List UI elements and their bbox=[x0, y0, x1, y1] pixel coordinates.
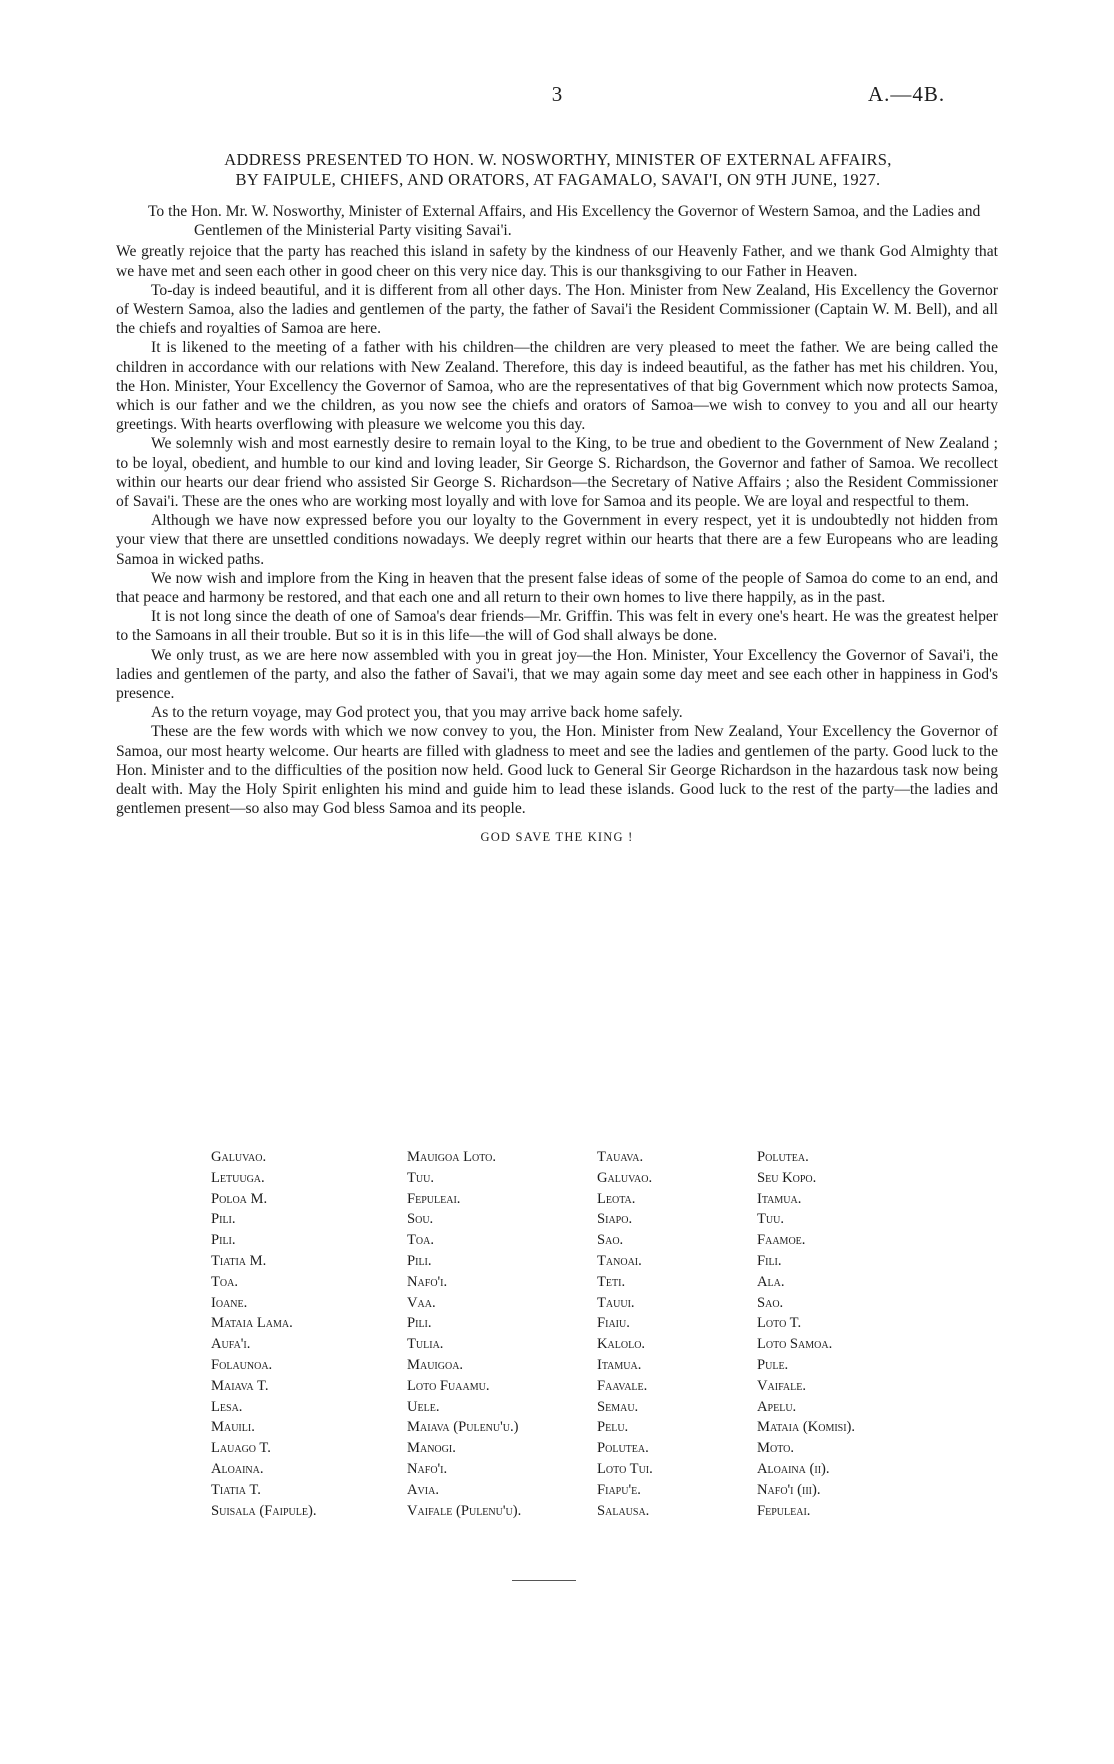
signatory-name: Mataia (Komisi). bbox=[757, 1419, 856, 1436]
signatory-name: Fiapu'e. bbox=[597, 1481, 641, 1498]
signatory-name: Aloaina (ii). bbox=[757, 1460, 830, 1477]
paragraph: We only trust, as we are here now assembled with you in great joy—the Hon. Minister, Your Excellency the Governor of Savai'i, the ladies and gentlemen of the party, and also the father of Savai'i, that we may again some day meet and see each other in happiness in God's presence. bbox=[116, 646, 998, 703]
signatory-name: Loto Fuaamu. bbox=[407, 1377, 490, 1394]
paragraph: To-day is indeed beautiful, and it is different from all other days. The Hon. Minister from New Zealand, His Excellency the Governor of Western Samoa, also the ladies and gentlemen of the party, the father of Savai'i the Resident Commissioner (Captain W. M. Bell), and all the chiefs and royalties of Samoa are here. bbox=[116, 281, 998, 338]
signatory-name: Itamua. bbox=[757, 1190, 802, 1207]
signatory-column-3 bbox=[597, 1147, 653, 1521]
signatory-name: Siapo. bbox=[597, 1211, 633, 1228]
signatory-name: Pili. bbox=[407, 1252, 432, 1269]
signatory-name: Pili. bbox=[407, 1315, 432, 1332]
paragraph: We now wish and implore from the King in heaven that the present false ideas of some of the people of Samoa do come to an end, and that peace and harmony be restored, and that each one and all return to their own homes to live there happily, as in the past. bbox=[116, 569, 998, 607]
signatory-name: Fepuleai. bbox=[757, 1502, 811, 1519]
signatory-name: Galuvao. bbox=[211, 1149, 267, 1165]
paragraph: It is not long since the death of one of Samoa's dear friends—Mr. Griffin. This was felt in every one's heart. He was the greatest helper to the Samoans in all their trouble. But so it is in this life—the will of God shall always be done. bbox=[116, 608, 998, 645]
signatory-name: Manogi. bbox=[407, 1440, 456, 1457]
signatory-name: Semau. bbox=[597, 1398, 639, 1415]
signatory-name: Suisala (Faipule). bbox=[211, 1502, 317, 1519]
signatory-name: Pelu. bbox=[597, 1419, 629, 1436]
signatory-name: Nafo'i (iii). bbox=[757, 1481, 821, 1498]
signatory-name: Tanoai. bbox=[597, 1252, 642, 1269]
signatory-name: Maiava T. bbox=[211, 1377, 269, 1394]
signatory-name: Loto Samoa. bbox=[757, 1336, 833, 1353]
signatory-name: Tiatia T. bbox=[211, 1481, 261, 1498]
address-body bbox=[116, 202, 998, 847]
signatory-name: Letuuga. bbox=[211, 1169, 265, 1186]
signatory-column-1 bbox=[211, 1147, 316, 1521]
paragraph: These are the few words with which we now convey to you, the Hon. Minister from New Zealand, Your Excellency the Governor of Samoa, our most hearty welcome. Our hearts are filled with gladness to meet and see the ladies and gentlemen of the party. Good luck to the Hon. Minister and to the difficulties of the position now held. Good luck to General Sir George Richardson in the hazardous task now being dealt with. May the Holy Spirit enlighten his mind and guide him to lead these islands. Good luck to the rest of the party—the ladies and gentlemen present—so also may God bless Samoa and its people. bbox=[116, 723, 998, 818]
signatory-name: Itamua. bbox=[597, 1356, 642, 1373]
parliamentary-paper-reference: A.—4B. bbox=[868, 82, 946, 106]
signatory-name: Leota. bbox=[597, 1190, 636, 1207]
signatory-name: Galuvao. bbox=[597, 1169, 653, 1186]
paragraph: We greatly rejoice that the party has reached this island in safety by the kindness of our Heavenly Father, and we thank God Almighty that we have met and seen each other in good cheer on this very nice day. This is our thanksgiving to our Father in Heaven. bbox=[116, 243, 998, 280]
signatory-name: Teti. bbox=[597, 1273, 626, 1290]
signatory-name: Tuu. bbox=[407, 1169, 435, 1186]
signatory-name: Uele. bbox=[407, 1398, 440, 1415]
salutation: To the Hon. Mr. W. Nosworthy, Minister of External Affairs, and His Excellency the Governor of Western Samoa, and the Ladies and Gentlemen of the Ministerial Party visiting Savai'i. bbox=[148, 203, 981, 240]
signatory-name: Sao. bbox=[597, 1232, 624, 1249]
signatory-name: Faavale. bbox=[597, 1377, 648, 1394]
signatory-name: Aloaina. bbox=[211, 1460, 264, 1477]
signatory-name: Polutea. bbox=[757, 1149, 809, 1165]
signatory-name: Ioane. bbox=[211, 1294, 248, 1311]
signatory-name: Poloa M. bbox=[211, 1190, 268, 1207]
signatory-name: Tulia. bbox=[407, 1336, 444, 1353]
signatory-name: Pule. bbox=[757, 1356, 789, 1373]
signatory-name: Pili. bbox=[211, 1211, 236, 1228]
signatory-name: Tauui. bbox=[597, 1294, 635, 1311]
signatory-name: Sao. bbox=[757, 1294, 784, 1311]
address-title bbox=[118, 150, 998, 190]
signatory-name: Tiatia M. bbox=[211, 1252, 267, 1269]
signatory-name: Kalolo. bbox=[597, 1336, 646, 1353]
signatory-name: Loto T. bbox=[757, 1315, 802, 1332]
signatory-name: Pili. bbox=[211, 1232, 236, 1249]
signatory-name: Maiava (Pulenu'u.) bbox=[407, 1419, 519, 1436]
signatory-column-2 bbox=[407, 1147, 521, 1521]
signatory-name: Fili. bbox=[757, 1252, 782, 1269]
signatory-name: Vaa. bbox=[407, 1294, 436, 1311]
signatory-name: Vaifale. bbox=[757, 1377, 806, 1394]
signatory-column-4 bbox=[757, 1147, 855, 1521]
signatory-name: Moto. bbox=[757, 1440, 794, 1457]
signatory-name: Fiaiu. bbox=[597, 1315, 630, 1332]
signatory-name: Salausa. bbox=[597, 1502, 650, 1519]
signatory-name: Vaifale (Pulenu'u). bbox=[407, 1502, 522, 1519]
title-line-1: ADDRESS PRESENTED TO HON. W. NOSWORTHY, MINISTER OF EXTERNAL AFFAIRS, bbox=[224, 150, 892, 169]
signatory-name: Nafo'i. bbox=[407, 1460, 448, 1477]
signatory-name: Lauago T. bbox=[211, 1440, 271, 1457]
signatory-name: Lesa. bbox=[211, 1398, 243, 1415]
signatory-name: Mauili. bbox=[211, 1419, 255, 1436]
signatory-name: Sou. bbox=[407, 1211, 434, 1228]
signatory-name: Loto Tui. bbox=[597, 1460, 653, 1477]
signatory-name: Mataia Lama. bbox=[211, 1315, 293, 1332]
paragraph: As to the return voyage, may God protect you, that you may arrive back home safely. bbox=[151, 704, 683, 722]
signatory-name: Aufa'i. bbox=[211, 1336, 251, 1353]
signatory-name: Polutea. bbox=[597, 1440, 649, 1457]
signatory-name: Apelu. bbox=[757, 1398, 797, 1415]
signatory-name: Fepuleai. bbox=[407, 1190, 461, 1207]
paragraph: We solemnly wish and most earnestly desire to remain loyal to the King, to be true and obedient to the Government of New Zealand ; to be loyal, obedient, and humble to our kind and loving leader, Sir George S. Richardson, the Governor and father of Samoa. We recollect within our hearts our dear friend who assisted Sir George S. Richardson—the Secretary of Native Affairs ; also the Resident Commissioner of Savai'i. These are the ones who are working most loyally and with love for Samoa and its people. We are loyal and respectful to them. bbox=[116, 435, 998, 511]
signatory-name: Toa. bbox=[407, 1232, 435, 1249]
closing-divider bbox=[512, 1580, 576, 1581]
signatory-name: Toa. bbox=[211, 1273, 239, 1290]
signatory-name: Avia. bbox=[407, 1481, 439, 1498]
signatory-name: Mauigoa. bbox=[407, 1356, 464, 1373]
title-line-2: BY FAIPULE, CHIEFS, AND ORATORS, AT FAGAMALO, SAVAI'I, ON 9TH JUNE, 1927. bbox=[235, 170, 881, 189]
signatory-name: Tuu. bbox=[757, 1211, 785, 1228]
signatory-name: Ala. bbox=[757, 1273, 785, 1290]
signatory-name: Seu Kopo. bbox=[757, 1169, 817, 1186]
signatory-name: Faamoe. bbox=[757, 1232, 806, 1249]
paragraph: It is likened to the meeting of a father with his children—the children are very pleased to meet the father. We are being called the children in accordance with our relations with New Zealand. Therefore, this day is indeed beautiful, as the father has met his children. You, the Hon. Minister, Your Excellency the Governor of Samoa, who are the representatives of that big Government which now protects Samoa, which is our father and we the children, as you now see the chiefs and orators of Samoa—we wish to convey to you and all our hearty greetings. With hearts overflowing with pleasure we welcome you this day. bbox=[116, 339, 998, 434]
signatory-name: Tauava. bbox=[597, 1149, 644, 1165]
signatory-name: Mauigoa Loto. bbox=[407, 1149, 496, 1165]
signatory-name: Folaunoa. bbox=[211, 1356, 273, 1373]
closing-line: GOD SAVE THE KING ! bbox=[480, 829, 634, 844]
page-number: 3 bbox=[551, 82, 563, 106]
paragraph: Although we have now expressed before you our loyalty to the Government in every respect, yet it is undoubtedly not hidden from your view that there are unsettled conditions nowadays. We deeply regret within our hearts that there are a few Europeans who are leading Samoa in wicked paths. bbox=[116, 512, 998, 568]
signatory-name: Nafo'i. bbox=[407, 1273, 448, 1290]
